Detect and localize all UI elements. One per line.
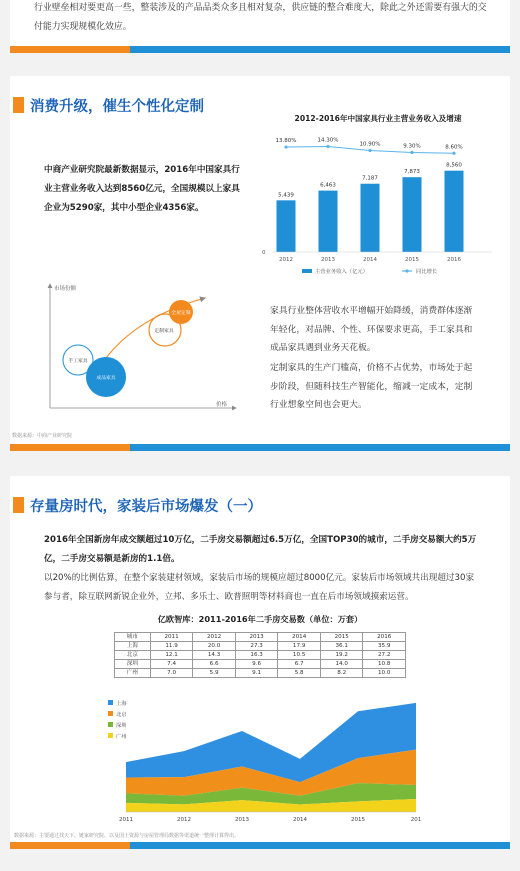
- revenue-data-label: 6,463: [320, 182, 336, 189]
- x-tick-label: 2012: [279, 257, 293, 263]
- divider-bar-1: [10, 46, 510, 53]
- table-cell: 27.3: [235, 642, 278, 651]
- chart1-y-tick-0: 0: [262, 250, 266, 256]
- legend-swatch: [108, 722, 113, 727]
- table-header-cell: 2016: [363, 633, 406, 642]
- table-row: [115, 642, 406, 651]
- revenue-data-label: 8,560: [446, 162, 462, 169]
- revenue-bar: [403, 177, 422, 252]
- heading-marker-2: [13, 497, 24, 513]
- table-cell: 5.9: [193, 669, 236, 678]
- x-tick-label: 2012: [177, 817, 191, 823]
- table-cell: 10.5: [278, 651, 321, 660]
- diagram-x-label: 价格: [216, 402, 228, 408]
- legend-swatch: [108, 700, 113, 705]
- table-cell-city: 深圳: [115, 660, 151, 669]
- table-cell: 10.8: [363, 660, 406, 669]
- x-tick-label: 2015: [351, 817, 365, 823]
- legend-label-revenue: 主营业务收入（亿元）: [315, 269, 368, 275]
- table-cell: 27.2: [363, 651, 406, 660]
- table-cell: 9.6: [235, 660, 278, 669]
- table-cell: 7.4: [150, 660, 193, 669]
- x-tick-label: 2014: [363, 257, 377, 263]
- bubble-label-finished: 成品家具: [96, 376, 116, 381]
- table-cell-city: 广州: [115, 669, 151, 678]
- market-position-diagram: [40, 280, 240, 415]
- table-cell-city: 上海: [115, 642, 151, 651]
- legend-label: 上海: [116, 701, 127, 707]
- table-row: [115, 651, 406, 660]
- growth-point: [284, 145, 287, 148]
- table-header-cell: 2013: [235, 633, 278, 642]
- top-card: [10, 0, 510, 46]
- table-header-cell: 城市: [115, 633, 151, 642]
- table-header-row: [115, 633, 406, 642]
- growth-data-label: 14.30%: [317, 137, 339, 144]
- table-cell-city: 北京: [115, 651, 151, 660]
- revenue-bar: [361, 184, 380, 252]
- table-cell: 11.9: [150, 642, 193, 651]
- table-cell: 8.2: [320, 669, 363, 678]
- revenue-growth-chart: [256, 107, 496, 282]
- legend-label-growth: 同比增长: [416, 269, 438, 275]
- legend-label: 广州: [116, 734, 127, 740]
- revenue-bar: [319, 191, 338, 252]
- table-header-cell: 2015: [320, 633, 363, 642]
- growth-point: [452, 152, 455, 155]
- legend-label: 深圳: [116, 723, 127, 729]
- x-tick-label: 2013: [321, 257, 335, 263]
- legend-swatch-growth-dot: [405, 269, 408, 272]
- growth-data-label: 13.80%: [275, 138, 297, 145]
- x-tick-label: 2014: [293, 817, 307, 823]
- revenue-data-label: 5,439: [278, 192, 294, 199]
- divider-bar-3: [10, 842, 510, 849]
- heading-marker: [13, 97, 24, 113]
- chart1-title: 2012-2016年中国家具行业主营业务收入及增速: [294, 114, 462, 123]
- table-cell: 6.6: [193, 660, 236, 669]
- diagram-y-label: 市场份额: [54, 286, 77, 292]
- table-cell: 7.0: [150, 669, 193, 678]
- table-cell: 36.1: [320, 642, 363, 651]
- x-tick-label: 2011: [119, 817, 133, 823]
- x-tick-label: 2015: [405, 257, 419, 263]
- section1-heading: 消费升级，催生个性化定制: [30, 99, 204, 115]
- table-cell: 20.0: [193, 642, 236, 651]
- section2-source: 数据来源：主要通过找天下、链家研究院、以及国土资源与房屋管理局数据等渠道统一整理计算得出。: [14, 833, 240, 839]
- table-cell: 14.0: [320, 660, 363, 669]
- revenue-data-label: 7,187: [362, 175, 378, 182]
- table-header-cell: 2014: [278, 633, 321, 642]
- section0-text-line1: 行业壁垒相对要更高一些，整装涉及的产品品类众多且相对复杂，供应链的整合难度大，除此之外还需要有强大的交: [34, 3, 487, 13]
- table-cell: 9.1: [235, 669, 278, 678]
- table-cell: 17.9: [278, 642, 321, 651]
- revenue-bar: [445, 171, 464, 252]
- x-tick-label: 201: [410, 817, 422, 823]
- transactions-area-chart: [104, 682, 434, 827]
- section1-body1: 家具行业整体营收水平增幅开始降缓，消费群体逐渐年轻化，对品牌、个性、环保要求更高，手工家具和成品家具遇到业务天花板。: [270, 306, 473, 353]
- table-cell: 5.8: [278, 669, 321, 678]
- growth-data-label: 9.30%: [403, 143, 421, 150]
- growth-data-label: 8.60%: [445, 144, 463, 151]
- table-cell: 19.2: [320, 651, 363, 660]
- table-cell: 35.9: [363, 642, 406, 651]
- growth-point: [368, 149, 371, 152]
- section2-heading: 存量房时代，家装后市场爆发（一）: [30, 499, 262, 515]
- x-tick-label: 2016: [447, 257, 461, 263]
- revenue-bar: [277, 200, 296, 252]
- growth-point: [326, 145, 329, 148]
- bubble-label-whole-house: 全屋定制: [171, 311, 191, 316]
- section1-source: 数据来源：中商产业研究院: [12, 433, 73, 439]
- table-cell: 12.1: [150, 651, 193, 660]
- section1-intro: 中商产业研究院最新数据显示，2016年中国家具行业主营业务收入达到8560亿元，全国规模以上家具企业为5290家，其中小型企业4356家。: [44, 165, 240, 213]
- growth-point: [410, 151, 413, 154]
- section2-para2: 以20%的比例估算，在整个家装建材领域，家装后市场的规模应超过8000亿元。家装后市场领域共出现超过30家参与者，除互联网新锐企业外，立邦、多乐士、欧普照明等材料商也一直在后市场领域摸索运营。: [44, 573, 475, 602]
- table-cell: 16.3: [235, 651, 278, 660]
- bubble-label-handmade: 手工家具: [68, 359, 88, 364]
- divider-bar-2: [10, 444, 510, 451]
- table-row: [115, 669, 406, 678]
- table-cell: 14.3: [193, 651, 236, 660]
- legend-swatch-revenue: [302, 269, 312, 273]
- table-row: [115, 660, 406, 669]
- chart2-title: 亿欧智库：2011-2016年二手房交易数（单位：万套）: [157, 614, 363, 624]
- section1-body2: 定制家具的生产门槛高，价格不占优势，市场处于起步阶段，但随科技生产智能化，缩减一定成本，定制行业想象空间也会更大。: [270, 363, 473, 410]
- legend-swatch: [108, 711, 113, 716]
- table-header-cell: 2011: [150, 633, 193, 642]
- section2-para1: 2016年全国新房年成交额超过10万亿，二手房交易额超过6.5万亿，全国TOP30的城市，二手房交易额大约5万亿，二手房交易额是新房的1.1倍。: [44, 535, 477, 564]
- x-tick-label: 2013: [235, 817, 249, 823]
- growth-data-label: 10.90%: [359, 141, 381, 148]
- table-header-cell: 2012: [193, 633, 236, 642]
- legend-label: 北京: [116, 712, 127, 718]
- table-cell: 6.7: [278, 660, 321, 669]
- transactions-table: [114, 632, 406, 678]
- bubble-label-custom: 定制家具: [154, 329, 174, 334]
- revenue-data-label: 7,873: [404, 169, 420, 176]
- legend-swatch: [108, 733, 113, 738]
- table-cell: 10.0: [363, 669, 406, 678]
- section0-text-line2: 付能力实现规模化效应。: [34, 22, 132, 32]
